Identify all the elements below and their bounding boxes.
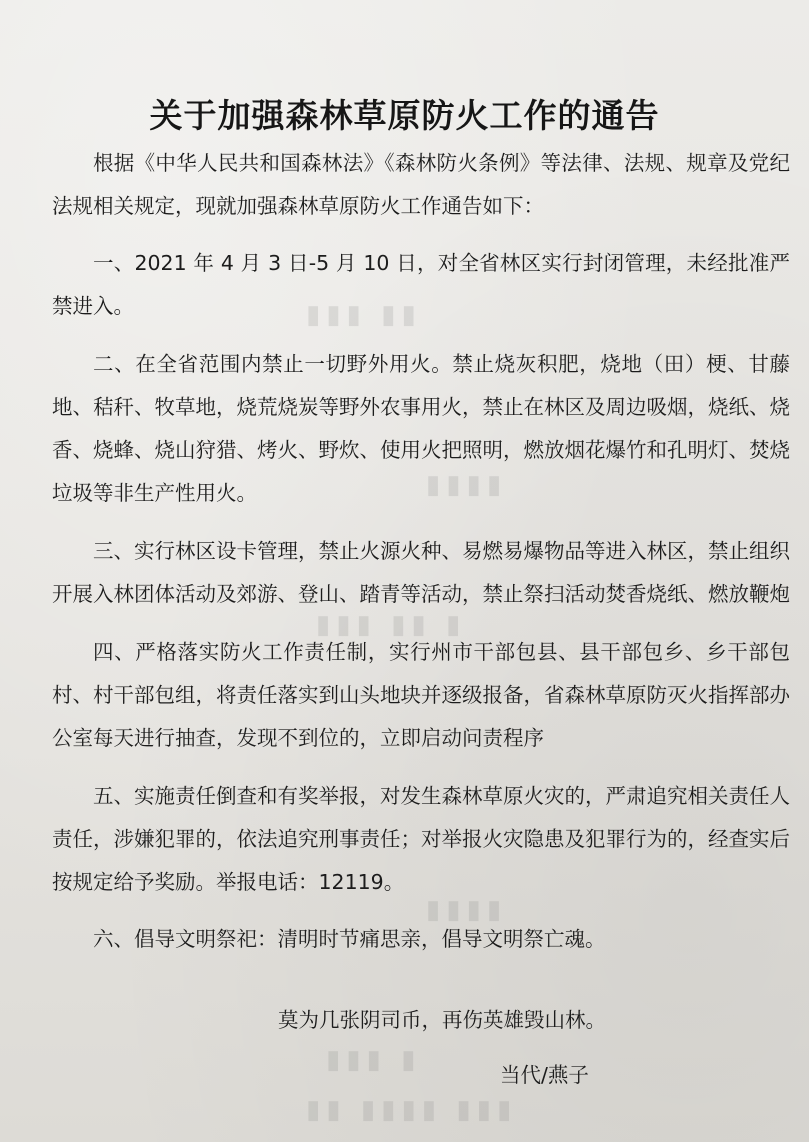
show-through-mark: ▮ ▮▮▮ [320,1045,416,1075]
item-paragraph-6: 六、倡导文明祭祀：清明时节痛思亲，倡导文明祭亡魂。 [93,927,606,951]
slogan-line: 莫为几张阴司币，再伤英雄毁山林。 [278,1008,606,1032]
item-paragraph-2: 二、在全省范围内禁止一切野外用火。禁止烧灰积肥，烧地（田）梗、甘藤地、秸秆、牧草地，烧荒烧炭等野外农事用火，禁止在林区及周边吸烟，烧纸、烧香、烧蜂、烧山狩猎、烤火、野炊、使用火把照明，燃放烟花爆竹和孔明灯、焚烧垃圾等非生产性用火。 [52,352,790,505]
show-through-mark: ▮▮ ▮▮▮ [300,300,416,330]
item-paragraph-3: 三、实行林区设卡管理，禁止火源火种、易燃易爆物品等进入林区，禁止组织开展入林团体活动及郊游、登山、踏青等活动，禁止祭扫活动焚香烧纸、燃放鞭炮 [52,539,790,606]
item-paragraph-5: 五、实施责任倒查和有奖举报，对发生森林草原火灾的，严肃追究相关责任人责任，涉嫌犯罪的，依法追究刑事责任；对举报火灾隐患及犯罪行为的，经查实后按规定给予奖励。举报电话：12119。 [52,784,790,894]
item-paragraph-1: 一、2021 年 4 月 3 日-5 月 10 日，对全省林区实行封闭管理，未经批准严禁进入。 [52,251,790,318]
item-paragraph-4: 四、严格落实防火工作责任制，实行州市干部包县、县干部包乡、乡干部包村、村干部包组，将责任落实到山头地块并逐级报备，省森林草原防灭火指挥部办公室每天进行抽查，发现不到位的，立即启动问责程序 [52,640,790,750]
signature: 当代/燕子 [500,1063,589,1087]
show-through-mark: ▮▮▮▮ [420,895,502,925]
intro-paragraph: 根据《中华人民共和国森林法》《森林防火条例》等法律、法规、规章及党纪法规相关规定，现就加强森林草原防火工作通告如下： [52,151,790,218]
show-through-mark: ▮ ▮▮ ▮▮▮ [310,610,461,640]
show-through-mark: ▮▮▮▮ [420,470,502,500]
notice-title: 关于加强森林草原防火工作的通告 [149,96,660,136]
show-through-mark: ▮▮▮ ▮▮▮▮ ▮▮ [300,1095,512,1125]
notice-body [52,142,790,961]
